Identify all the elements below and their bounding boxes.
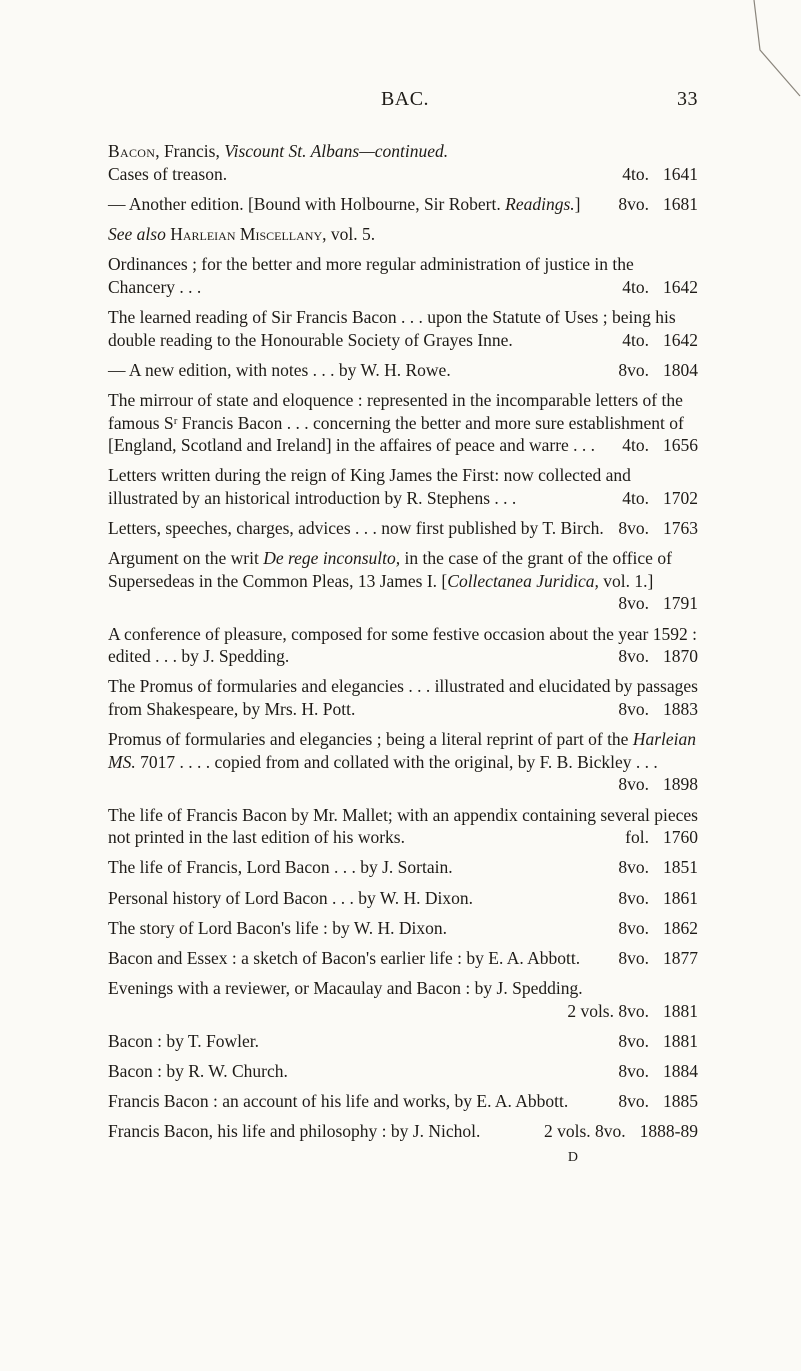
entry-format: 8vo.: [618, 917, 649, 938]
entry-format: 8vo.: [618, 646, 649, 667]
catalogue-entry: [108, 675, 698, 720]
entry-year: 1642: [663, 276, 698, 297]
entry-text: ]: [574, 193, 581, 214]
running-head-title: BAC.: [380, 88, 430, 110]
entry-text: Bacon : by R. W. Church.: [108, 1061, 288, 1082]
entry-imprint: [625, 827, 698, 847]
entry-format: 8vo.: [618, 1030, 649, 1051]
catalogue-entry: [108, 1060, 698, 1083]
see-also-ref: Harleian Miscellany,: [165, 223, 327, 244]
entry-format: 2 vols. 8vo.: [567, 1000, 649, 1021]
entry-text: The story of Lord Bacon's life : by W. H. Dixon.: [108, 917, 448, 938]
entry-text: The mirrour of state and eloquence : represented in the incomparable letters of the famous Sʳ Francis Bacon . . . concerning the better and more sure establishment of [England, Scotland and Ireland] in the affaires of peace and warre . . .: [108, 389, 684, 456]
entry-format: 2 vols. 8vo.: [543, 1121, 626, 1142]
catalogue-body: [108, 140, 698, 1169]
entry-format: 8vo.: [618, 1091, 649, 1112]
entry-imprint: [622, 435, 698, 455]
entry-imprint: [618, 888, 698, 908]
catalogue-entry: [108, 306, 698, 351]
entry-format: 4to.: [622, 276, 649, 297]
entry-text: Personal history of Lord Bacon . . . by W. H. Dixon.: [108, 887, 474, 908]
entry-year: 1641: [663, 163, 698, 184]
entry-year: 1885: [663, 1091, 698, 1112]
entry-imprint: [544, 1121, 698, 1141]
entry-year: 1763: [663, 518, 698, 539]
entry-text: The learned reading of Sir Francis Bacon . . . upon the Statute of Uses ; being his double reading to the Honourable Society of Grayes Inne.: [108, 306, 676, 350]
entry-year: 1851: [663, 857, 698, 878]
see-also-volume: vol. 5.: [326, 223, 376, 244]
entry-format: 8vo.: [618, 947, 649, 968]
entry-imprint: [618, 1031, 698, 1051]
entry-text: The life of Francis Bacon by Mr. Mallet; with an appendix containing several pieces not printed in the last edition of his works.: [108, 804, 698, 848]
entry-italic-text: Harleian MS.: [108, 729, 697, 772]
entry-year: 1884: [663, 1061, 698, 1082]
entry-year: 1881: [663, 1000, 698, 1021]
heading-name: Bacon: [108, 141, 156, 161]
entry-text: vol. 1.]: [598, 570, 654, 591]
entry-year: 1760: [663, 827, 698, 848]
entry-text: Cases of treason.: [108, 163, 228, 184]
entry-text: Bacon and Essex : a sketch of Bacon's earlier life : by E. A. Abbott.: [108, 947, 581, 968]
entry-format: 8vo.: [618, 857, 649, 878]
entry-text: Evenings with a reviewer, or Macaulay and Bacon : by J. Spedding.: [108, 978, 583, 999]
entry-imprint: [618, 948, 698, 968]
entry-heading: [108, 140, 698, 163]
entry-text: Francis Bacon, his life and philosophy : by J. Nichol.: [108, 1121, 481, 1142]
catalogue-entry: [108, 359, 698, 382]
entry-text: Bacon : by T. Fowler.: [108, 1030, 260, 1051]
catalogue-entry: [108, 804, 698, 849]
entry-format: 8vo.: [618, 887, 649, 908]
entry-year: 1888-89: [639, 1121, 698, 1142]
entry-format: 8vo.: [618, 359, 649, 380]
catalogue-entry: [108, 193, 698, 216]
entry-format: 8vo.: [618, 518, 649, 539]
entry-format: 8vo.: [618, 593, 649, 614]
entry-year: 1862: [663, 917, 698, 938]
entry-format: fol.: [625, 827, 649, 848]
entry-imprint: [618, 774, 698, 794]
entry-format: 4to.: [622, 487, 649, 508]
entry-imprint: [618, 699, 698, 719]
entry-imprint: [618, 918, 698, 938]
entry-format: 8vo.: [618, 699, 649, 719]
entry-format: 4to.: [622, 329, 649, 350]
entry-imprint: [622, 277, 698, 297]
catalogue-entry: [108, 547, 698, 615]
catalogue-entry: [108, 163, 698, 186]
entry-text: — A new edition, with notes . . . by W. H. Rowe.: [108, 359, 451, 380]
entry-text: Promus of formularies and elegancies ; being a literal reprint of part of the: [108, 729, 633, 750]
entry-text: — Another edition. [Bound with Holbourne, Sir Robert.: [108, 193, 506, 214]
entry-format: 4to.: [622, 435, 649, 456]
entry-imprint: [618, 593, 698, 613]
entry-year: 1702: [663, 487, 698, 508]
signature-mark: D: [567, 1149, 578, 1165]
catalogue-entry: [108, 728, 698, 796]
entry-year: 1881: [663, 1030, 698, 1051]
catalogue-entry: [108, 856, 698, 879]
entry-imprint: [618, 1091, 698, 1111]
see-also-label: See also: [108, 223, 166, 244]
entry-imprint: [618, 194, 698, 214]
entry-imprint: [618, 1061, 698, 1081]
entry-year: 1681: [663, 193, 698, 214]
catalogue-entry: [108, 1090, 698, 1113]
entry-year: 1861: [663, 887, 698, 908]
entry-imprint: [618, 518, 698, 538]
catalogue-entry: [108, 253, 698, 298]
entry-text: Letters, speeches, charges, advices . . . now first published by T. Birch.: [108, 518, 604, 539]
entry-text: 7017 . . . . copied from and collated with the original, by F. B. Bickley . . .: [135, 751, 658, 772]
entry-text: The life of Francis, Lord Bacon . . . by J. Sortain.: [108, 857, 453, 878]
entry-year: 1804: [663, 359, 698, 380]
entry-text: Ordinances ; for the better and more regular administration of justice in the Chancery . . .: [108, 254, 634, 297]
entry-year: 1656: [663, 435, 698, 456]
heading-rest: , Francis,: [155, 141, 225, 161]
entry-imprint: [618, 646, 698, 666]
entry-text: Francis Bacon : an account of his life and works, by E. A. Abbott.: [108, 1091, 569, 1112]
entry-text: Letters written during the reign of King James the First: now collected and illustrated by an historical introduction by R. Stephens . . .: [108, 465, 631, 508]
entry-imprint: [622, 164, 698, 184]
catalogue-entry: [108, 947, 698, 970]
entry-text: The Promus of formularies and elegancies . . . illustrated and elucidated by passages from Shakespeare, by Mrs. H. Pott.: [108, 676, 698, 719]
entry-imprint: [567, 1001, 698, 1021]
catalogue-entry: [108, 1030, 698, 1053]
catalogue-entry: [108, 623, 698, 668]
entry-year: 1791: [663, 593, 698, 614]
entry-italic-text: Collectanea Juridica,: [447, 570, 599, 591]
heading-title: Viscount St. Albans—continued.: [224, 141, 449, 161]
entry-year: 1870: [663, 646, 698, 667]
catalogue-entry: [108, 517, 698, 540]
entry-text: in the case of the grant of the office of Supersedeas in the Common Pleas, 13 James I. [: [108, 548, 672, 591]
entry-year: 1877: [663, 947, 698, 968]
catalogue-entry: [108, 917, 698, 940]
catalogue-entry: [108, 389, 698, 457]
page-number: 33: [677, 88, 698, 110]
entry-text: Argument on the writ: [108, 548, 264, 569]
entry-year: 1642: [663, 329, 698, 350]
catalogue-entry: [108, 1120, 698, 1143]
entry-imprint: [618, 857, 698, 877]
entry-imprint: [622, 330, 698, 350]
entry-year: 1883: [663, 699, 698, 719]
entry-format: 4to.: [622, 163, 649, 184]
entry-italic-text: Readings.: [505, 193, 575, 214]
entry-year: 1898: [663, 774, 698, 795]
entry-format: 8vo.: [618, 1061, 649, 1082]
catalogue-entry: [108, 887, 698, 910]
page-fold-mark: [752, 0, 801, 98]
entry-imprint: [618, 360, 698, 380]
entry-list: [108, 163, 698, 1143]
entry-format: 8vo.: [618, 774, 649, 795]
entry-italic-text: De rege inconsulto,: [263, 548, 401, 569]
entry-imprint: [622, 488, 698, 508]
see-also-reference: [108, 223, 698, 246]
catalogue-entry: [108, 464, 698, 509]
entry-text: A conference of pleasure, composed for some festive occasion about the year 1592 : edited . . . by J. Spedding.: [108, 623, 697, 667]
catalogue-entry: [108, 977, 698, 1022]
entry-format: 8vo.: [618, 193, 649, 214]
